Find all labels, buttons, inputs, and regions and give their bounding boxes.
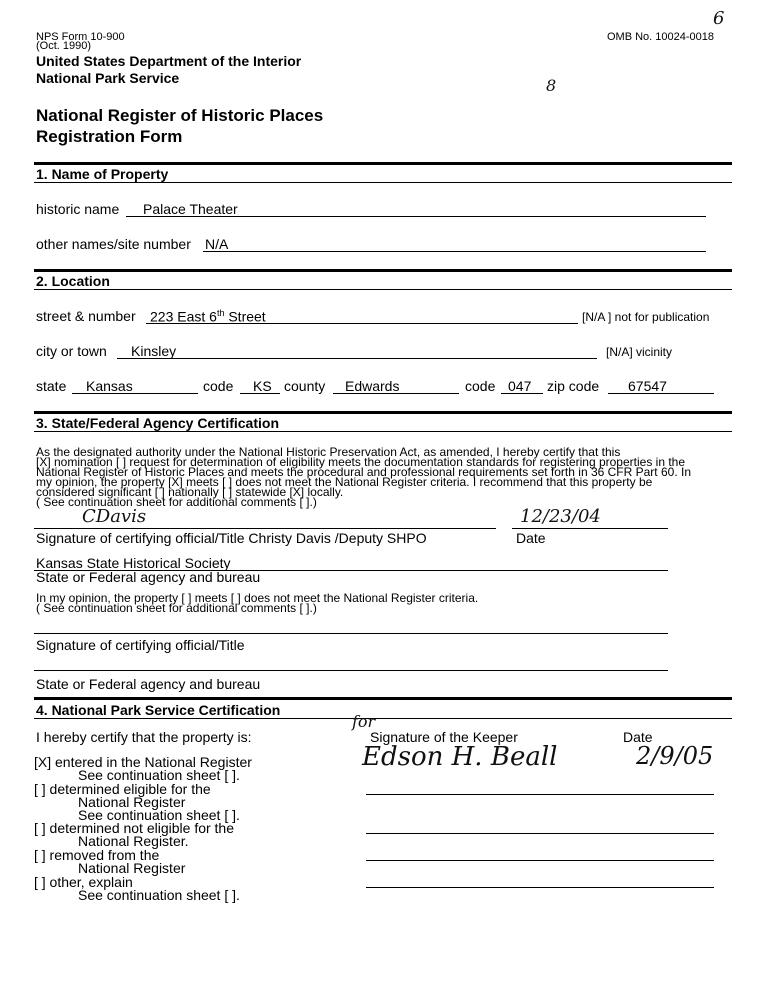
other-names-underline (203, 251, 706, 252)
county-underline (333, 393, 459, 394)
county-label: county (284, 378, 326, 394)
form-date: (Oct. 1990) (36, 40, 92, 52)
historic-name-underline (126, 216, 706, 217)
option-eligible-register: National Register (78, 794, 186, 810)
service-name: National Park Service (36, 70, 180, 86)
option-eligible[interactable]: [ ] determined eligible for the (34, 781, 211, 797)
keeper-line-3 (366, 860, 714, 861)
option-other-continuation[interactable]: See continuation sheet [ ]. (78, 887, 240, 903)
zip-value[interactable]: 67547 (628, 378, 667, 394)
section4-top-rule (34, 697, 732, 700)
handwritten-keeper-date: 2/9/05 (636, 742, 714, 770)
option-eligible-continuation[interactable]: See continuation sheet [ ]. (78, 807, 240, 823)
handwritten-keeper-signature: Edson H. Beall (362, 742, 558, 772)
not-for-publication[interactable]: [N/A ] not for publication (582, 310, 710, 324)
handwritten-page-mark: 8 (546, 76, 557, 95)
agency-label: State or Federal agency and bureau (36, 569, 261, 585)
certification-line-4: my opinion, the property [X] meets [ ] does not meet the National Register criteria. I recommend that this property be (36, 475, 653, 489)
option-removed[interactable]: [ ] removed from the (34, 847, 160, 863)
option-not-eligible-register: National Register. (78, 833, 189, 849)
date-label: Date (516, 530, 546, 546)
street-label: street & number (36, 308, 136, 324)
city-underline (117, 358, 597, 359)
section2-top-rule (34, 269, 732, 272)
omb-number: OMB No. 10024-0018 (607, 31, 715, 43)
section4-bottom-rule (34, 718, 732, 719)
historic-name-value[interactable]: Palace Theater (143, 201, 238, 217)
section1-top-rule (34, 162, 732, 165)
section2-bottom-rule (34, 289, 732, 290)
opinion-line-2: ( See continuation sheet for additional comments [ ].) (36, 601, 317, 615)
historic-name-label: historic name (36, 201, 120, 217)
handwritten-corner-mark: 6 (713, 8, 725, 29)
city-label: city or town (36, 343, 107, 359)
state-code-value[interactable]: KS (253, 378, 272, 394)
zip-underline (608, 393, 714, 394)
other-names-label: other names/site number (36, 236, 191, 252)
keeper-label: Signature of the Keeper (370, 729, 518, 745)
signature2-label: Signature of certifying official/Title (36, 637, 245, 653)
section3-bottom-rule (34, 431, 732, 432)
handwritten-signature: CDavis (82, 506, 147, 527)
form-title-line1: National Register of Historic Places (36, 106, 324, 125)
section2-heading: 2. Location (36, 273, 110, 289)
form-number: NPS Form 10-900 (36, 31, 125, 43)
state-code-underline (240, 393, 280, 394)
state-label: state (36, 378, 67, 394)
city-value[interactable]: Kinsley (131, 343, 177, 359)
keeper-line-2 (366, 833, 714, 834)
section4-heading: 4. National Park Service Certification (36, 702, 281, 718)
certification-line-3: National Register of Historic Places and meets the procedural and professional requirements set forth in 36 CFR Part 60. In (36, 465, 691, 479)
keeper-date-label: Date (623, 729, 653, 745)
certification-line-6: ( See continuation sheet for additional comments [ ].) (36, 495, 317, 509)
certification-line-5: considered significant [ ] nationally [ ] statewide [X] locally. (36, 485, 344, 499)
handwritten-date: 12/23/04 (520, 506, 601, 527)
section3-top-rule (34, 411, 732, 414)
other-names-value[interactable]: N/A (205, 236, 229, 252)
option-entered-continuation[interactable]: See continuation sheet [ ]. (78, 767, 240, 783)
agency-value[interactable]: Kansas State Historical Society (36, 555, 231, 571)
street-underline (146, 323, 578, 324)
option-entered[interactable]: [X] entered in the National Register (34, 754, 252, 770)
state-underline (72, 393, 198, 394)
date-underline (512, 528, 668, 529)
certification-line-2: [X] nomination [ ] request for determination of eligibility meets the documentation standards for registering properties in the (36, 455, 686, 469)
zip-label: zip code (547, 378, 600, 394)
agency2-underline (34, 670, 668, 671)
state-code-label: code (203, 378, 234, 394)
option-other[interactable]: [ ] other, explain (34, 874, 133, 890)
certify-label: I hereby certify that the property is: (36, 729, 252, 745)
signature2-underline (34, 633, 668, 634)
county-code-value[interactable]: 047 (508, 378, 532, 394)
state-value[interactable]: Kansas (86, 378, 133, 394)
keeper-line-4 (366, 887, 714, 888)
option-not-eligible[interactable]: [ ] determined not eligible for the (34, 820, 235, 836)
keeper-line-1 (366, 794, 714, 795)
section1-bottom-rule (34, 182, 732, 183)
opinion-line-1: In my opinion, the property [ ] meets [ ] does not meet the National Register criteria. (36, 591, 479, 605)
department-name: United States Department of the Interior (36, 53, 302, 69)
handwritten-for: for (352, 712, 376, 731)
vicinity[interactable]: [N/A] vicinity (606, 345, 673, 359)
section1-heading: 1. Name of Property (36, 166, 169, 182)
signature-label: Signature of certifying official/Title Christy Davis /Deputy SHPO (36, 530, 427, 546)
form-title-line2: Registration Form (36, 127, 183, 146)
county-value[interactable]: Edwards (345, 378, 400, 394)
agency2-label: State or Federal agency and bureau (36, 676, 261, 692)
certification-line-1: As the designated authority under the National Historic Preservation Act, as amended, I hereby certify that this (36, 445, 621, 459)
section3-heading: 3. State/Federal Agency Certification (36, 415, 279, 431)
county-code-label: code (465, 378, 496, 394)
option-removed-register: National Register (78, 860, 186, 876)
signature-underline (34, 528, 496, 529)
street-value[interactable]: 223 East 6th Street (150, 308, 266, 325)
county-code-underline (501, 393, 543, 394)
